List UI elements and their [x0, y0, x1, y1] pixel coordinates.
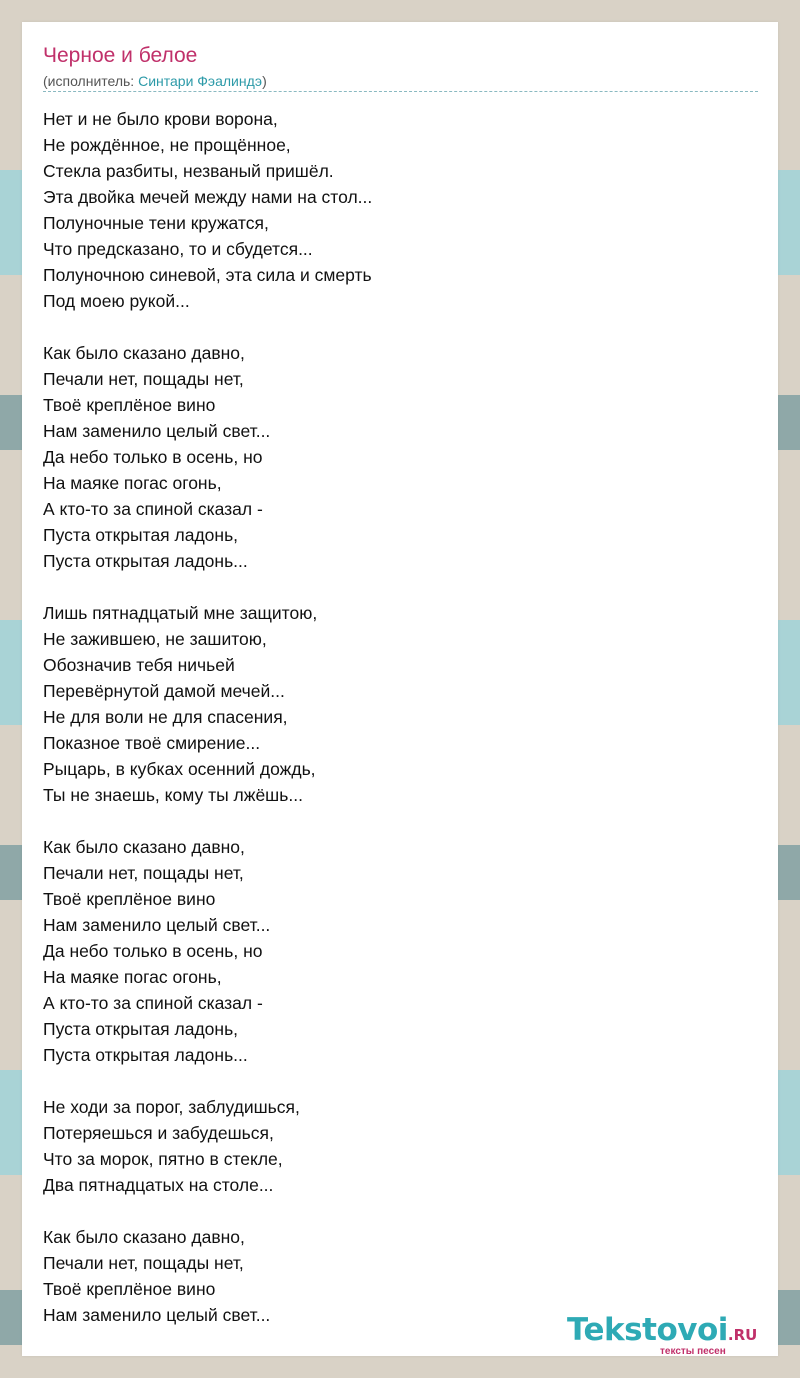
lyric-line: Нам заменило целый свет... — [43, 421, 271, 441]
lyric-line: Твоё креплёное вино — [43, 1279, 216, 1299]
lyric-line: Пуста открытая ладонь... — [43, 1045, 248, 1065]
lyric-line: Печали нет, пощады нет, — [43, 863, 244, 883]
lyric-line: Что предсказано, то и сбудется... — [43, 239, 313, 259]
lyric-line: Стекла разбиты, незваный пришёл. — [43, 161, 334, 181]
performer-suffix: ) — [262, 73, 267, 89]
lyric-line: А кто-то за спиной сказал - — [43, 499, 263, 519]
logo-text: Tekstovoi — [567, 1312, 728, 1348]
lyric-line: Что за морок, пятно в стекле, — [43, 1149, 283, 1169]
lyric-line: Твоё креплёное вино — [43, 395, 216, 415]
lyric-line: Ты не знаешь, кому ты лжёшь... — [43, 785, 303, 805]
lyric-line: Нам заменило целый свет... — [43, 915, 271, 935]
lyric-line: На маяке погас огонь, — [43, 967, 222, 987]
lyric-line: Нам заменило целый свет... — [43, 1305, 271, 1325]
lyric-line: Да небо только в осень, но — [43, 941, 263, 961]
lyric-line: Потеряешься и забудешься, — [43, 1123, 274, 1143]
stanza-break — [43, 314, 743, 340]
lyric-line: Не рождённое, не прощённое, — [43, 135, 291, 155]
performer-line — [43, 73, 758, 92]
lyric-line: Пуста открытая ладонь, — [43, 1019, 239, 1039]
lyric-line: Пуста открытая ладонь... — [43, 551, 248, 571]
lyric-line: Да небо только в осень, но — [43, 447, 263, 467]
lyric-line: Лишь пятнадцатый мне защитою, — [43, 603, 318, 623]
lyric-line: Печали нет, пощады нет, — [43, 369, 244, 389]
lyric-line: Пуста открытая ладонь, — [43, 525, 239, 545]
lyric-line: А кто-то за спиной сказал - — [43, 993, 263, 1013]
lyric-line: Не для воли не для спасения, — [43, 707, 288, 727]
lyric-line: Показное твоё смирение... — [43, 733, 261, 753]
lyric-line: Два пятнадцатых на столе... — [43, 1175, 274, 1195]
lyric-line: Как было сказано давно, — [43, 837, 245, 857]
lyric-line: Рыцарь, в кубках осенний дождь, — [43, 759, 316, 779]
stanza-break — [43, 808, 743, 834]
stanza-break — [43, 1068, 743, 1094]
lyric-line: Полуночные тени кружатся, — [43, 213, 269, 233]
performer-link[interactable]: Синтари Фэалиндэ — [138, 73, 263, 89]
lyric-line: Как было сказано давно, — [43, 1227, 245, 1247]
logo-tagline: тексты песен — [660, 1346, 726, 1357]
lyric-line: Как было сказано давно, — [43, 343, 245, 363]
lyric-line: На маяке погас огонь, — [43, 473, 222, 493]
lyric-line: Твоё креплёное вино — [43, 889, 216, 909]
site-logo[interactable] — [567, 1312, 757, 1348]
lyric-line: Печали нет, пощады нет, — [43, 1253, 244, 1273]
lyric-line: Эта двойка мечей между нами на стол... — [43, 187, 373, 207]
lyric-line: Полуночною синевой, эта сила и смерть — [43, 265, 372, 285]
stanza-break — [43, 1198, 743, 1224]
stanza-break — [43, 574, 743, 600]
lyrics-card — [22, 22, 778, 1356]
lyric-line: Не зажившею, не зашитою, — [43, 629, 267, 649]
logo-tld: .RU — [727, 1326, 758, 1344]
lyric-line: Под моею рукой... — [43, 291, 190, 311]
performer-prefix: (исполнитель: — [43, 73, 139, 89]
lyric-line: Обозначив тебя ничьей — [43, 655, 235, 675]
lyric-line: Перевёрнутой дамой мечей... — [43, 681, 285, 701]
lyric-line: Нет и не было крови ворона, — [43, 109, 278, 129]
song-title: Черное и белое — [43, 44, 198, 67]
lyric-line: Не ходи за порог, заблудишься, — [43, 1097, 300, 1117]
lyrics-body — [43, 106, 743, 1328]
